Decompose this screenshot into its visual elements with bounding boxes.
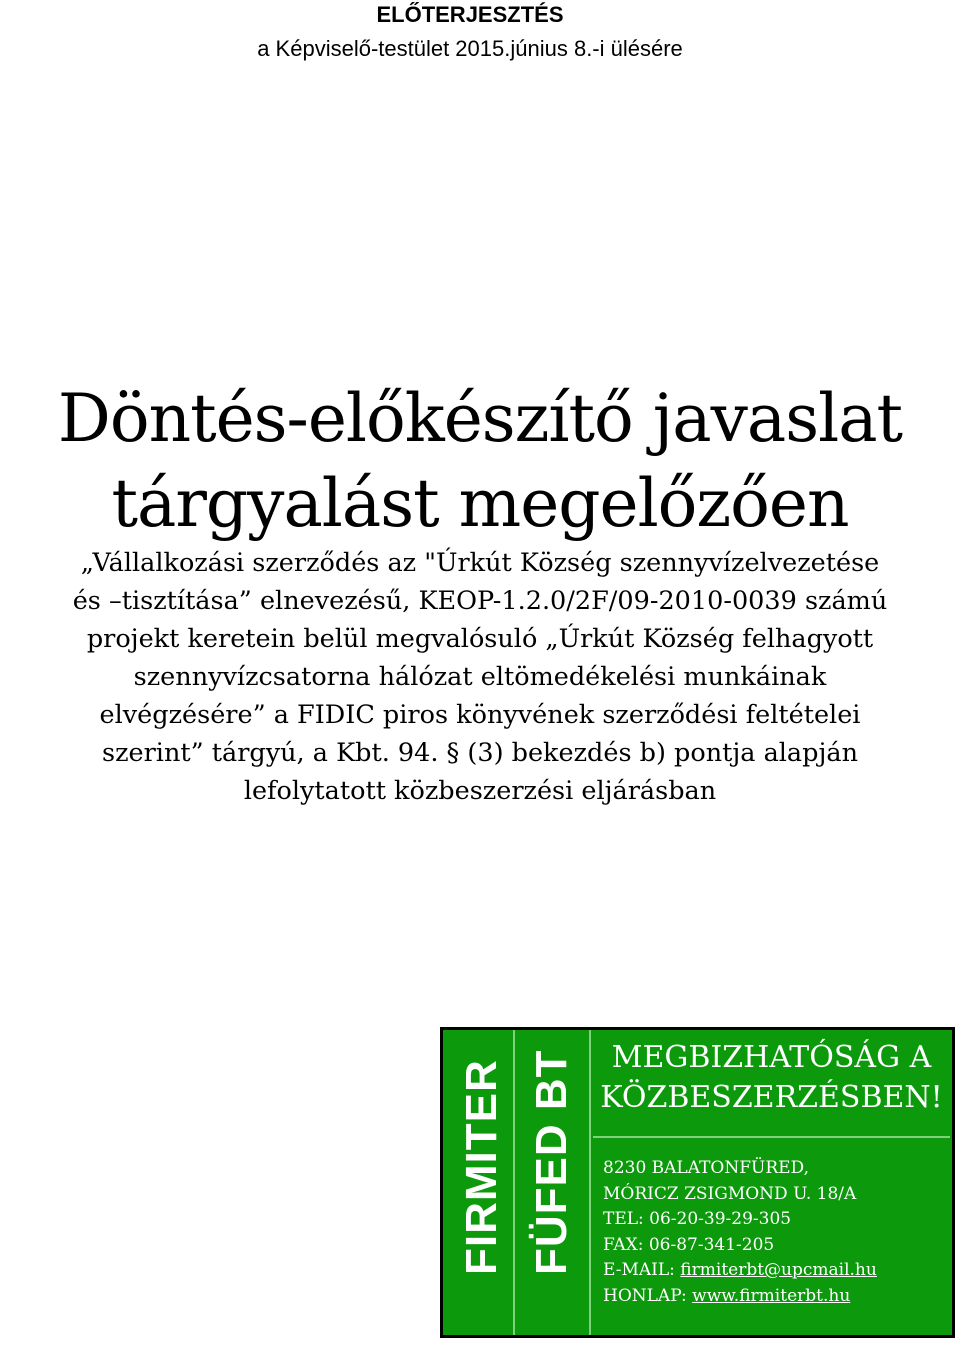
website-row [593, 1284, 950, 1310]
main-title-line-2: tárgyalást megelőzően [111, 465, 849, 542]
subject-line: szerint” tárgyú, a Kbt. 94. § (3) bekezdés b) pontja alapján [101, 738, 858, 768]
company-name-column-1 [451, 1030, 515, 1335]
address-line-1: 8230 BALATONFÜRED, [603, 1158, 809, 1178]
email-link[interactable]: firmiterbt@upcmail.hu [680, 1260, 877, 1280]
subject-line: és –tisztítása” elnevezésű, KEOP-1.2.0/2F/09-2010-0039 számú [72, 586, 888, 616]
company-name-column-2 [515, 1030, 591, 1335]
meeting-date-line: a Képviselő-testület 2015.június 8.-i ülésére [257, 36, 683, 61]
subject-line: szennyvízcsatorna hálózat eltömedékelési munkáinak [133, 662, 827, 692]
subject-line: „Vállalkozási szerződés az "Úrkút Község szennyvízelvezetése [80, 548, 880, 578]
slogan-panel [593, 1030, 950, 1138]
company-name-vertical-1: FIRMITER [457, 1059, 506, 1275]
company-name-vertical-2: FÜFED BT [527, 1049, 576, 1275]
main-title-line-1: Döntés-előkészítő javaslat [57, 380, 903, 457]
email-label: E-MAIL: [603, 1260, 681, 1280]
company-advert-box [440, 1027, 955, 1338]
slogan-line-2: KÖZBESZERZÉSBEN! [600, 1080, 943, 1115]
subject-line: projekt keretein belül megvalósuló „Úrkút Község felhagyott [86, 624, 874, 654]
fax-number: FAX: 06-87-341-205 [603, 1234, 775, 1255]
slogan-line-1: MEGBIZHATÓSÁG A [611, 1040, 932, 1075]
subject-paragraph [0, 544, 960, 810]
website-link[interactable]: www.firmiterbt.hu [692, 1285, 851, 1306]
subject-line: elvégzésére” a FIDIC piros könyvének szerződési feltételei [99, 700, 861, 730]
email-row [593, 1258, 950, 1284]
contact-panel [593, 1156, 950, 1336]
website-label: HONLAP: [603, 1285, 693, 1306]
subject-line: lefolytatott közbeszerzési eljárásban [243, 776, 717, 806]
document-type-heading: ELŐTERJESZTÉS [376, 2, 564, 27]
phone-number: TEL: 06-20-39-29-305 [603, 1209, 792, 1229]
address-line-2: MÓRICZ ZSIGMOND U. 18/A [603, 1183, 857, 1204]
